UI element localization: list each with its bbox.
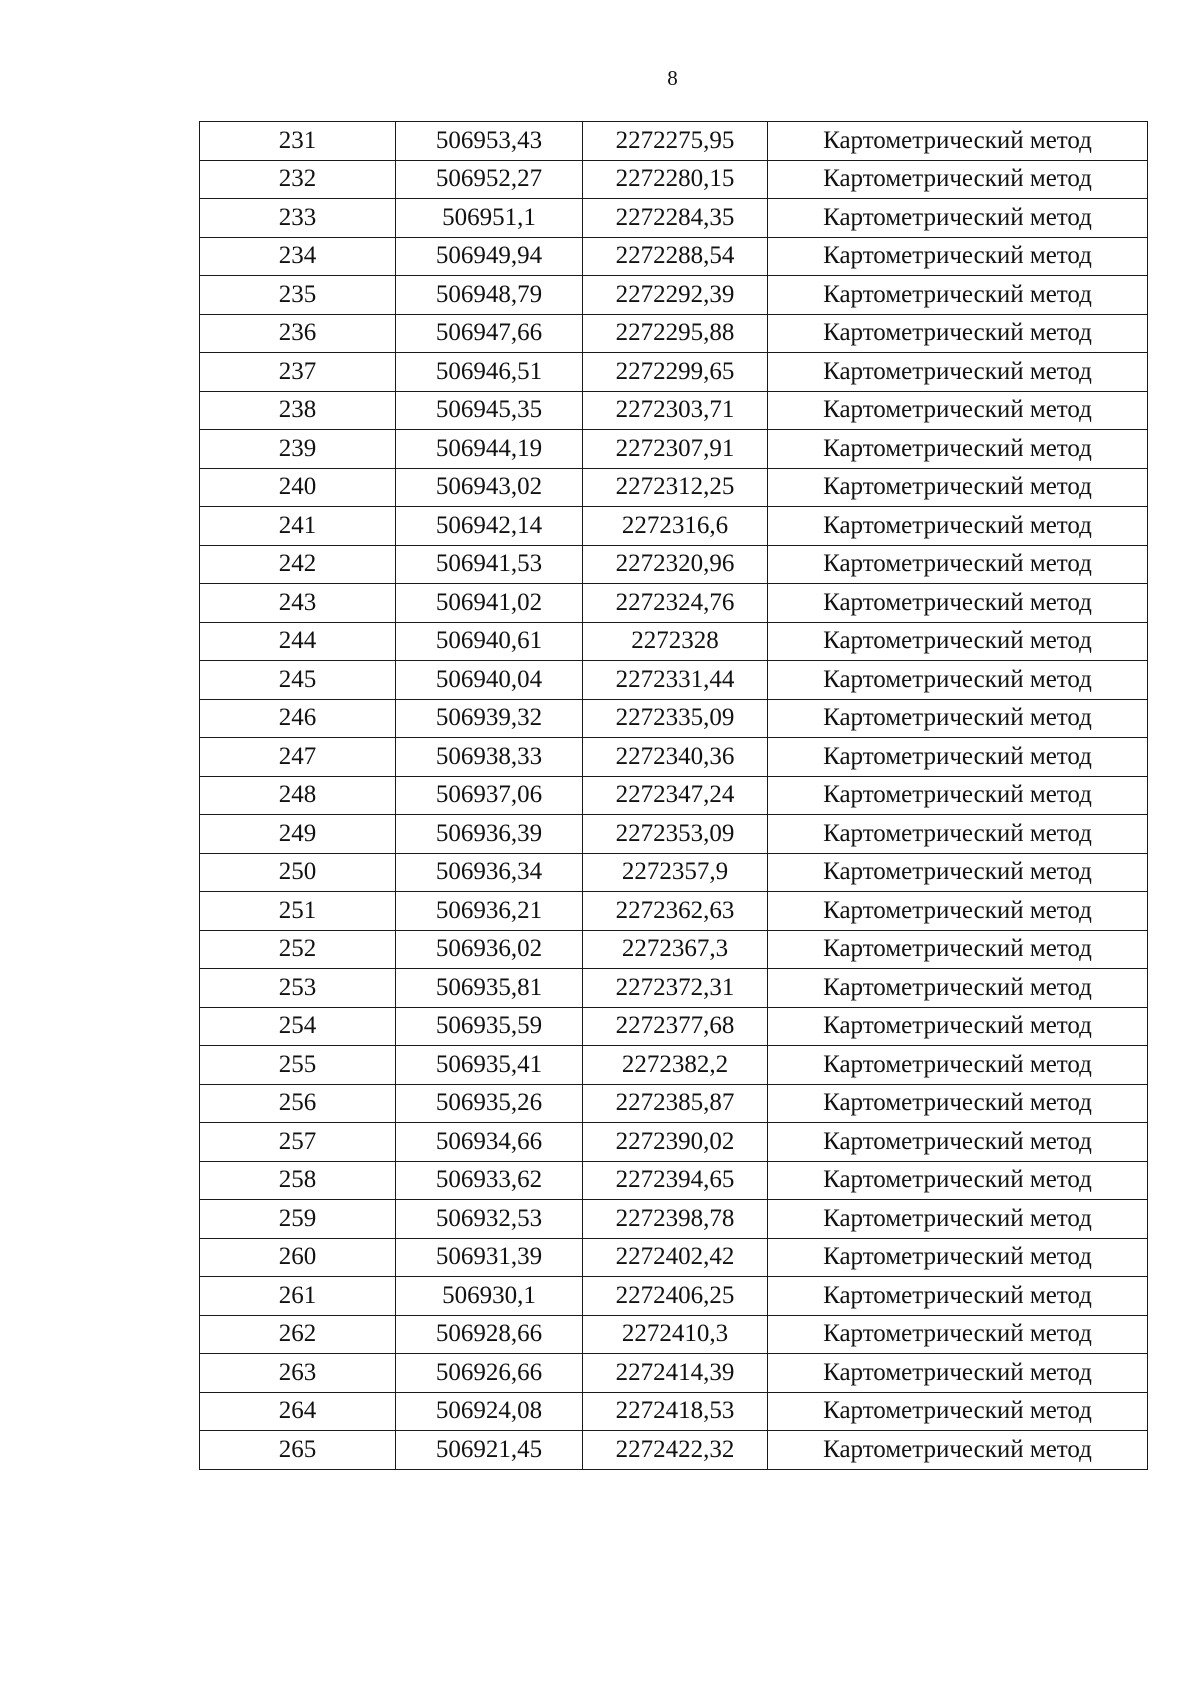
point-number-cell: 265	[200, 1431, 396, 1470]
method-cell: Картометрический метод	[768, 391, 1148, 430]
method-cell: Картометрический метод	[768, 699, 1148, 738]
method-cell: Картометрический метод	[768, 545, 1148, 584]
x-coordinate-cell: 506952,27	[396, 160, 583, 199]
table-row	[200, 1392, 1148, 1431]
method-cell: Картометрический метод	[768, 1392, 1148, 1431]
method-cell: Картометрический метод	[768, 276, 1148, 315]
x-coordinate-cell: 506941,53	[396, 545, 583, 584]
method-cell: Картометрический метод	[768, 815, 1148, 854]
table-row	[200, 160, 1148, 199]
y-coordinate-cell: 2272328	[583, 622, 768, 661]
table-row	[200, 391, 1148, 430]
method-cell: Картометрический метод	[768, 1084, 1148, 1123]
point-number-cell: 245	[200, 661, 396, 700]
x-coordinate-cell: 506946,51	[396, 353, 583, 392]
y-coordinate-cell: 2272362,63	[583, 892, 768, 931]
y-coordinate-cell: 2272316,6	[583, 507, 768, 546]
point-number-cell: 252	[200, 930, 396, 969]
x-coordinate-cell: 506942,14	[396, 507, 583, 546]
point-number-cell: 235	[200, 276, 396, 315]
point-number-cell: 257	[200, 1123, 396, 1162]
x-coordinate-cell: 506921,45	[396, 1431, 583, 1470]
y-coordinate-cell: 2272284,35	[583, 199, 768, 238]
x-coordinate-cell: 506936,39	[396, 815, 583, 854]
method-cell: Картометрический метод	[768, 1315, 1148, 1354]
table-row	[200, 584, 1148, 623]
x-coordinate-cell: 506947,66	[396, 314, 583, 353]
table-row	[200, 1200, 1148, 1239]
point-number-cell: 247	[200, 738, 396, 777]
coordinates-table	[199, 121, 1148, 1470]
table-row	[200, 1431, 1148, 1470]
table-row	[200, 661, 1148, 700]
y-coordinate-cell: 2272422,32	[583, 1431, 768, 1470]
table-row	[200, 545, 1148, 584]
y-coordinate-cell: 2272377,68	[583, 1007, 768, 1046]
table-row	[200, 738, 1148, 777]
point-number-cell: 260	[200, 1238, 396, 1277]
table-row	[200, 276, 1148, 315]
method-cell: Картометрический метод	[768, 776, 1148, 815]
method-cell: Картометрический метод	[768, 1200, 1148, 1239]
y-coordinate-cell: 2272312,25	[583, 468, 768, 507]
point-number-cell: 253	[200, 969, 396, 1008]
x-coordinate-cell: 506938,33	[396, 738, 583, 777]
table-row	[200, 969, 1148, 1008]
x-coordinate-cell: 506935,59	[396, 1007, 583, 1046]
method-cell: Картометрический метод	[768, 122, 1148, 161]
table-row	[200, 507, 1148, 546]
method-cell: Картометрический метод	[768, 738, 1148, 777]
method-cell: Картометрический метод	[768, 1354, 1148, 1393]
point-number-cell: 264	[200, 1392, 396, 1431]
x-coordinate-cell: 506935,81	[396, 969, 583, 1008]
x-coordinate-cell: 506949,94	[396, 237, 583, 276]
table-row	[200, 1354, 1148, 1393]
x-coordinate-cell: 506936,02	[396, 930, 583, 969]
method-cell: Картометрический метод	[768, 622, 1148, 661]
table-row	[200, 815, 1148, 854]
x-coordinate-cell: 506943,02	[396, 468, 583, 507]
y-coordinate-cell: 2272320,96	[583, 545, 768, 584]
x-coordinate-cell: 506931,39	[396, 1238, 583, 1277]
method-cell: Картометрический метод	[768, 314, 1148, 353]
point-number-cell: 233	[200, 199, 396, 238]
x-coordinate-cell: 506934,66	[396, 1123, 583, 1162]
table-row	[200, 199, 1148, 238]
y-coordinate-cell: 2272385,87	[583, 1084, 768, 1123]
table-row	[200, 122, 1148, 161]
method-cell: Картометрический метод	[768, 892, 1148, 931]
method-cell: Картометрический метод	[768, 584, 1148, 623]
x-coordinate-cell: 506941,02	[396, 584, 583, 623]
y-coordinate-cell: 2272410,3	[583, 1315, 768, 1354]
y-coordinate-cell: 2272307,91	[583, 430, 768, 469]
y-coordinate-cell: 2272414,39	[583, 1354, 768, 1393]
method-cell: Картометрический метод	[768, 1046, 1148, 1085]
method-cell: Картометрический метод	[768, 160, 1148, 199]
table-row	[200, 353, 1148, 392]
y-coordinate-cell: 2272372,31	[583, 969, 768, 1008]
point-number-cell: 254	[200, 1007, 396, 1046]
y-coordinate-cell: 2272335,09	[583, 699, 768, 738]
x-coordinate-cell: 506937,06	[396, 776, 583, 815]
x-coordinate-cell: 506928,66	[396, 1315, 583, 1354]
x-coordinate-cell: 506948,79	[396, 276, 583, 315]
point-number-cell: 259	[200, 1200, 396, 1239]
y-coordinate-cell: 2272324,76	[583, 584, 768, 623]
table-row	[200, 699, 1148, 738]
point-number-cell: 239	[200, 430, 396, 469]
point-number-cell: 237	[200, 353, 396, 392]
x-coordinate-cell: 506936,21	[396, 892, 583, 931]
method-cell: Картометрический метод	[768, 1161, 1148, 1200]
method-cell: Картометрический метод	[768, 353, 1148, 392]
x-coordinate-cell: 506930,1	[396, 1277, 583, 1316]
point-number-cell: 231	[200, 122, 396, 161]
x-coordinate-cell: 506924,08	[396, 1392, 583, 1431]
method-cell: Картометрический метод	[768, 237, 1148, 276]
table-row	[200, 776, 1148, 815]
x-coordinate-cell: 506935,26	[396, 1084, 583, 1123]
y-coordinate-cell: 2272357,9	[583, 853, 768, 892]
x-coordinate-cell: 506936,34	[396, 853, 583, 892]
method-cell: Картометрический метод	[768, 1277, 1148, 1316]
table-row	[200, 1277, 1148, 1316]
point-number-cell: 232	[200, 160, 396, 199]
point-number-cell: 251	[200, 892, 396, 931]
y-coordinate-cell: 2272288,54	[583, 237, 768, 276]
y-coordinate-cell: 2272367,3	[583, 930, 768, 969]
table-row	[200, 237, 1148, 276]
point-number-cell: 242	[200, 545, 396, 584]
x-coordinate-cell: 506953,43	[396, 122, 583, 161]
x-coordinate-cell: 506933,62	[396, 1161, 583, 1200]
method-cell: Картометрический метод	[768, 199, 1148, 238]
y-coordinate-cell: 2272406,25	[583, 1277, 768, 1316]
table-row	[200, 468, 1148, 507]
point-number-cell: 234	[200, 237, 396, 276]
method-cell: Картометрический метод	[768, 661, 1148, 700]
point-number-cell: 238	[200, 391, 396, 430]
point-number-cell: 250	[200, 853, 396, 892]
y-coordinate-cell: 2272390,02	[583, 1123, 768, 1162]
coordinates-table-body	[200, 122, 1148, 1470]
table-row	[200, 853, 1148, 892]
point-number-cell: 261	[200, 1277, 396, 1316]
table-row	[200, 430, 1148, 469]
method-cell: Картометрический метод	[768, 1238, 1148, 1277]
y-coordinate-cell: 2272292,39	[583, 276, 768, 315]
table-row	[200, 1123, 1148, 1162]
method-cell: Картометрический метод	[768, 468, 1148, 507]
x-coordinate-cell: 506940,61	[396, 622, 583, 661]
point-number-cell: 258	[200, 1161, 396, 1200]
method-cell: Картометрический метод	[768, 1123, 1148, 1162]
point-number-cell: 241	[200, 507, 396, 546]
y-coordinate-cell: 2272382,2	[583, 1046, 768, 1085]
point-number-cell: 249	[200, 815, 396, 854]
point-number-cell: 255	[200, 1046, 396, 1085]
x-coordinate-cell: 506939,32	[396, 699, 583, 738]
table-row	[200, 1084, 1148, 1123]
y-coordinate-cell: 2272275,95	[583, 122, 768, 161]
table-row	[200, 622, 1148, 661]
y-coordinate-cell: 2272394,65	[583, 1161, 768, 1200]
point-number-cell: 262	[200, 1315, 396, 1354]
method-cell: Картометрический метод	[768, 430, 1148, 469]
table-row	[200, 1007, 1148, 1046]
x-coordinate-cell: 506926,66	[396, 1354, 583, 1393]
y-coordinate-cell: 2272340,36	[583, 738, 768, 777]
page-number: 8	[667, 66, 678, 90]
table-row	[200, 1161, 1148, 1200]
table-row	[200, 314, 1148, 353]
point-number-cell: 248	[200, 776, 396, 815]
table-row	[200, 1315, 1148, 1354]
table-row	[200, 892, 1148, 931]
x-coordinate-cell: 506951,1	[396, 199, 583, 238]
table-row	[200, 930, 1148, 969]
method-cell: Картометрический метод	[768, 1431, 1148, 1470]
y-coordinate-cell: 2272398,78	[583, 1200, 768, 1239]
x-coordinate-cell: 506935,41	[396, 1046, 583, 1085]
point-number-cell: 246	[200, 699, 396, 738]
y-coordinate-cell: 2272331,44	[583, 661, 768, 700]
y-coordinate-cell: 2272418,53	[583, 1392, 768, 1431]
point-number-cell: 243	[200, 584, 396, 623]
table-row	[200, 1046, 1148, 1085]
method-cell: Картометрический метод	[768, 969, 1148, 1008]
point-number-cell: 263	[200, 1354, 396, 1393]
x-coordinate-cell: 506932,53	[396, 1200, 583, 1239]
method-cell: Картометрический метод	[768, 507, 1148, 546]
method-cell: Картометрический метод	[768, 1007, 1148, 1046]
point-number-cell: 244	[200, 622, 396, 661]
table-row	[200, 1238, 1148, 1277]
point-number-cell: 240	[200, 468, 396, 507]
x-coordinate-cell: 506945,35	[396, 391, 583, 430]
y-coordinate-cell: 2272402,42	[583, 1238, 768, 1277]
y-coordinate-cell: 2272280,15	[583, 160, 768, 199]
x-coordinate-cell: 506940,04	[396, 661, 583, 700]
point-number-cell: 236	[200, 314, 396, 353]
y-coordinate-cell: 2272347,24	[583, 776, 768, 815]
method-cell: Картометрический метод	[768, 930, 1148, 969]
x-coordinate-cell: 506944,19	[396, 430, 583, 469]
point-number-cell: 256	[200, 1084, 396, 1123]
y-coordinate-cell: 2272303,71	[583, 391, 768, 430]
method-cell: Картометрический метод	[768, 853, 1148, 892]
y-coordinate-cell: 2272295,88	[583, 314, 768, 353]
y-coordinate-cell: 2272299,65	[583, 353, 768, 392]
y-coordinate-cell: 2272353,09	[583, 815, 768, 854]
